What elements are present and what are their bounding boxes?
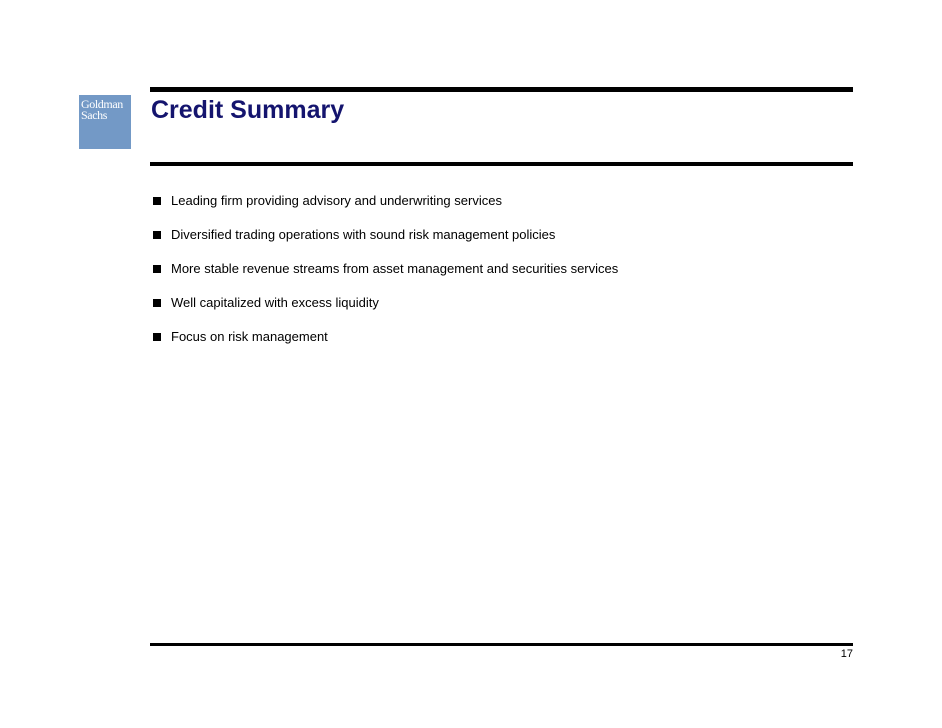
title-top-rule bbox=[150, 87, 853, 92]
bullet-list bbox=[153, 193, 618, 363]
square-bullet-icon bbox=[153, 197, 161, 205]
bullet-item bbox=[153, 193, 618, 227]
bullet-text: Well capitalized with excess liquidity bbox=[171, 295, 379, 310]
bullet-item bbox=[153, 329, 618, 363]
goldman-sachs-logo bbox=[79, 95, 131, 149]
bullet-text: More stable revenue streams from asset management and securities services bbox=[171, 261, 619, 276]
title-bottom-rule bbox=[150, 162, 853, 166]
square-bullet-icon bbox=[153, 231, 161, 239]
bullet-text: Diversified trading operations with sound risk management policies bbox=[171, 227, 556, 242]
slide-title: Credit Summary bbox=[151, 96, 345, 124]
logo-line-2: Sachs bbox=[81, 108, 107, 122]
bullet-item bbox=[153, 295, 618, 329]
logo-line-1: Goldman bbox=[81, 97, 123, 111]
bullet-text: Focus on risk management bbox=[171, 329, 328, 344]
page-number: 17 bbox=[840, 648, 853, 660]
square-bullet-icon bbox=[153, 265, 161, 273]
bullet-text: Leading firm providing advisory and underwriting services bbox=[171, 193, 502, 208]
footer-rule bbox=[150, 643, 853, 646]
square-bullet-icon bbox=[153, 333, 161, 341]
square-bullet-icon bbox=[153, 299, 161, 307]
bullet-item bbox=[153, 227, 618, 261]
bullet-item bbox=[153, 261, 618, 295]
